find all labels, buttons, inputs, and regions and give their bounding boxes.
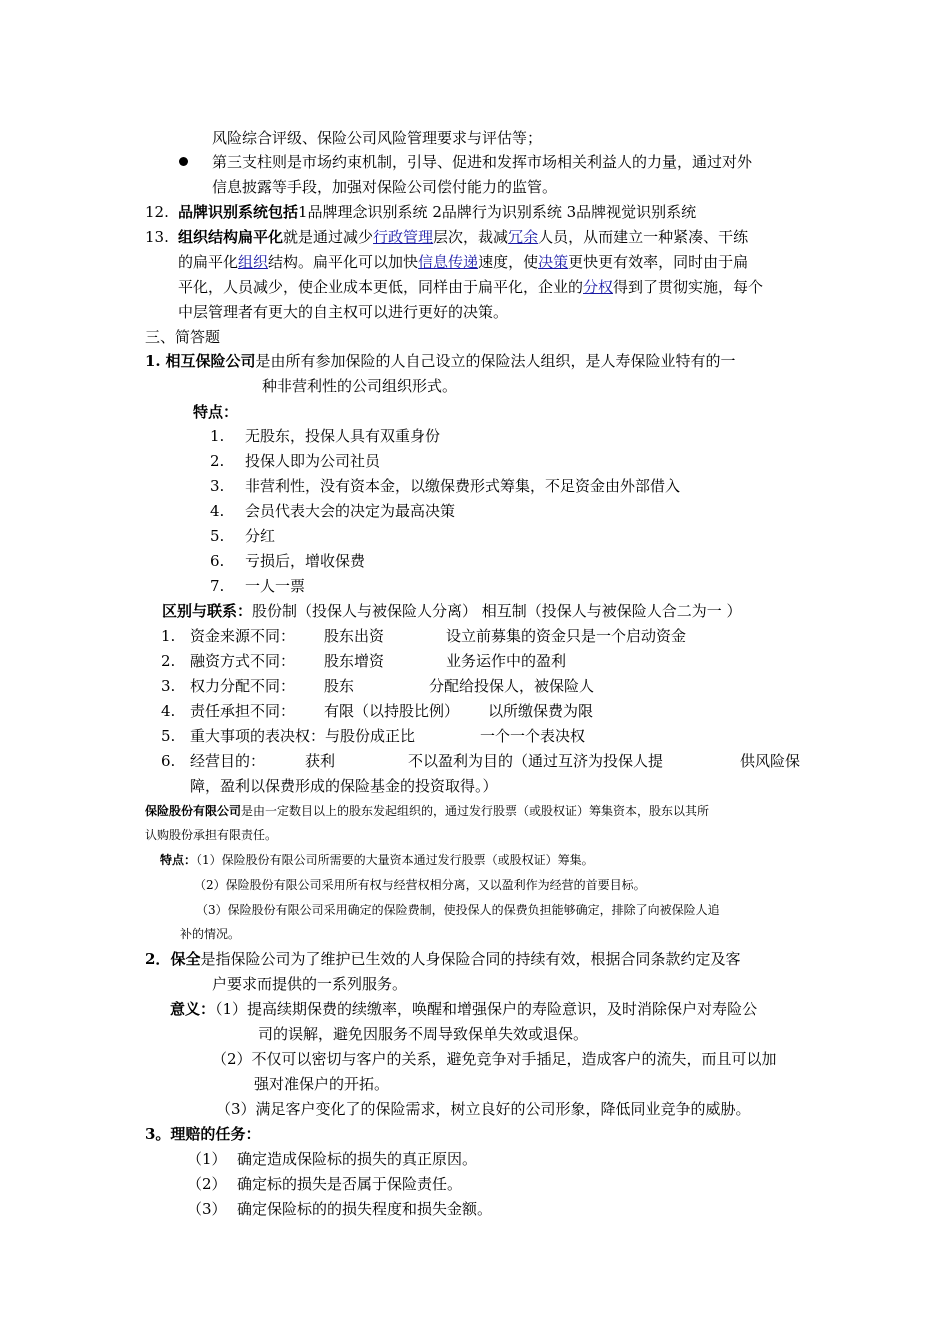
- task-text: 确定保险标的的损失程度和损失金额。: [237, 1200, 493, 1218]
- item-12-number: 12.: [145, 203, 169, 221]
- diff-number: 2.: [161, 652, 176, 670]
- item-13-text: 平化，人员减少，使企业成本更低，同样由于扁平化，企业的: [178, 278, 584, 296]
- q1-difference-label: 区别与联系：: [162, 602, 253, 620]
- item-13-text: 得到了贯彻实施，每个: [613, 278, 764, 296]
- q1-difference-header: [162, 600, 742, 622]
- q2-meaning-text: （1）提高续期保费的续缴率，唤醒和增强保户的寿险意识，及时消除保户对寿险公: [215, 1000, 758, 1018]
- item-13-text: 的扁平化: [178, 253, 239, 271]
- item-13-line1: [178, 226, 748, 248]
- feature-text: 一人一票: [245, 577, 306, 595]
- q2-term: 保全: [170, 950, 201, 968]
- feature-text: 非营利性，没有资本金，以缴保费形式筹集，不足资金由外部借入: [245, 477, 681, 495]
- feature-number: 4.: [210, 502, 225, 520]
- q1-line2: 种非营利性的公司组织形式。: [262, 377, 458, 395]
- item-13-line2: [178, 251, 748, 273]
- feature-text: 无股东，投保人具有双重身份: [245, 427, 441, 445]
- diff-aspect: 权力分配不同：: [190, 677, 296, 695]
- feature-text: 会员代表大会的决定为最高决策: [245, 502, 456, 520]
- q2-definition: 是指保险公司为了维护已生效的人身保险合同的持续有效，根据合同条款约定及客: [200, 950, 741, 968]
- section-heading: 三、简答题: [145, 328, 221, 346]
- task-text: 确定标的损失是否属于保险责任。: [237, 1175, 463, 1193]
- stock-company-term: 保险股份有限公司: [145, 804, 242, 818]
- task-number: （1）: [187, 1150, 227, 1168]
- feature-number: 7.: [210, 577, 225, 595]
- feature-number: 3.: [210, 477, 225, 495]
- item-13-text: 就是通过减少: [283, 228, 374, 246]
- item-12-rest: 1品牌理念识别系统 2品牌行为识别系统 3品牌视觉识别系统: [298, 203, 697, 221]
- diff-mutual: 设立前募集的资金只是一个启动资金: [446, 627, 687, 645]
- stock-feature-3: （3）保险股份有限公司采用确定的保险费制，使投保人的保费负担能够确定，排除了向被保险人追: [196, 903, 720, 917]
- q3-title-text: 3。理赔的任务：: [145, 1125, 261, 1143]
- q1-line1: [145, 350, 735, 372]
- item-12-text: [178, 201, 696, 223]
- feature-text: 分红: [245, 527, 276, 545]
- diff-mutual: 以所缴保费为限: [488, 702, 594, 720]
- stock-feature-3-continued: 补的情况。: [180, 927, 241, 941]
- q1-definition: 是由所有参加保险的人自己设立的保险法人组织，是人寿保险业特有的一: [255, 352, 736, 370]
- link-information-transfer[interactable]: 信息传递: [418, 253, 479, 271]
- item-13-text: 更快更有效率，同时由于扁: [568, 253, 749, 271]
- feature-number: 5.: [210, 527, 225, 545]
- diff-aspect: 经营目的：: [190, 752, 266, 770]
- q2-number: 2．: [145, 950, 171, 968]
- q2-meaning-2-continued: 强对准保户的开拓。: [254, 1075, 390, 1093]
- item-13-line4: 中层管理者有更大的自主权可以进行更好的决策。: [178, 303, 509, 321]
- stock-company-line1: [145, 802, 709, 820]
- q1-difference-summary: 股份制（投保人与被保险人分离） 相互制（投保人与被保险人合二为一 ）: [252, 602, 742, 620]
- q1-features-label-text: 特点：: [193, 403, 239, 421]
- item-13-line3: [178, 276, 763, 298]
- link-decision[interactable]: 决策: [538, 253, 569, 271]
- diff-aspect: 责任承担不同：: [190, 702, 296, 720]
- diff-aspect: 资金来源不同：: [190, 627, 296, 645]
- link-decentralization[interactable]: 分权: [583, 278, 614, 296]
- stock-company-line2: 认购股份承担有限责任。: [145, 828, 278, 842]
- q3-title: [145, 1123, 260, 1145]
- item-12-term: 品牌识别系统包括: [178, 203, 299, 221]
- q2-line2: 户要求而提供的一系列服务。: [212, 975, 408, 993]
- bullet-icon: [179, 157, 188, 166]
- feature-number: 6.: [210, 552, 225, 570]
- stock-company-definition: 是由一定数目以上的股东发起组织的，通过发行股票（或股权证）筹集资本，股东以其所: [241, 804, 710, 818]
- diff-number: 4.: [161, 702, 176, 720]
- diff-aspect: 融资方式不同：: [190, 652, 296, 670]
- diff-number: 3.: [161, 677, 176, 695]
- q1-term: 相互保险公司: [165, 352, 256, 370]
- item-13-term: 组织结构扁平化: [178, 228, 284, 246]
- link-organization[interactable]: 组织: [238, 253, 269, 271]
- diff-aspect: 重大事项的表决权：与股份成正比: [190, 727, 416, 745]
- feature-text: 亏损后，增收保费: [245, 552, 366, 570]
- item-13-number: 13.: [145, 228, 169, 246]
- task-text: 确定造成保险标的损失的真正原因。: [237, 1150, 478, 1168]
- pillar2-continuation: 风险综合评级、保险公司风险管理要求与评估等；: [212, 129, 543, 147]
- diff-mutual: 分配给投保人，被保险人: [429, 677, 595, 695]
- pillar3-line2: 信息披露等手段，加强对保险公司偿付能力的监管。: [212, 178, 558, 196]
- diff-stock: 股东: [324, 677, 355, 695]
- diff-number: 1.: [161, 627, 176, 645]
- diff-number: 6.: [161, 752, 176, 770]
- diff-mutual: 一个一个表决权: [480, 727, 586, 745]
- diff-stock: 有限（以持股比例）: [324, 702, 460, 720]
- stock-features-label: 特点：: [160, 853, 197, 867]
- task-number: （2）: [187, 1175, 227, 1193]
- feature-number: 1.: [210, 427, 225, 445]
- pillar3-line1: 第三支柱则是市场约束机制，引导、促进和发挥市场相关利益人的力量，通过对外: [212, 153, 753, 171]
- q2-meaning-3: （3）满足客户变化了的保险需求，树立良好的公司形象，降低同业竞争的威胁。: [216, 1100, 751, 1118]
- diff-stock: 获利: [305, 752, 336, 770]
- link-redundancy[interactable]: 冗余: [508, 228, 539, 246]
- q2-meaning-label: 意义：: [170, 1000, 216, 1018]
- item-13-text: 结构。扁平化可以加快: [268, 253, 419, 271]
- item-13-text: 人员，从而建立一种紧凑、干练: [538, 228, 749, 246]
- q2-meaning-2: （2）不仅可以密切与客户的关系，避免竞争对手插足，造成客户的流失，而且可以加: [212, 1050, 777, 1068]
- link-admin-management[interactable]: 行政管理: [373, 228, 434, 246]
- feature-text: 投保人即为公司社员: [245, 452, 381, 470]
- stock-feature-1: [160, 851, 594, 869]
- diff-mutual: 业务运作中的盈利: [446, 652, 567, 670]
- task-number: （3）: [187, 1200, 227, 1218]
- q2-meaning-1: [170, 998, 757, 1020]
- diff-stock: 股东增资: [324, 652, 385, 670]
- diff-mutual: 不以盈利为目的（通过互济为投保人提: [408, 752, 664, 770]
- item-13-text: 速度，使: [478, 253, 539, 271]
- diff-number: 5.: [161, 727, 176, 745]
- stock-feature-text: （1）保险股份有限公司所需要的大量资本通过发行股票（或股权证）筹集。: [196, 853, 594, 867]
- item-13-text: 层次，裁减: [433, 228, 509, 246]
- q1-number: 1.: [145, 352, 161, 370]
- diff-stock: 股东出资: [324, 627, 385, 645]
- feature-number: 2.: [210, 452, 225, 470]
- q2-meaning-1-continued: 司的误解，避免因服务不周导致保单失效或退保。: [258, 1025, 589, 1043]
- diff-mutual-continued: 障，盈利以保费形成的保险基金的投资取得。）: [190, 777, 498, 795]
- diff-mutual-tail: 供风险保: [740, 752, 801, 770]
- q1-features-label: [193, 401, 238, 423]
- stock-feature-2: （2）保险股份有限公司采用所有权与经营权相分离，又以盈利作为经营的首要目标。: [194, 878, 646, 892]
- q2-line1: [145, 948, 740, 970]
